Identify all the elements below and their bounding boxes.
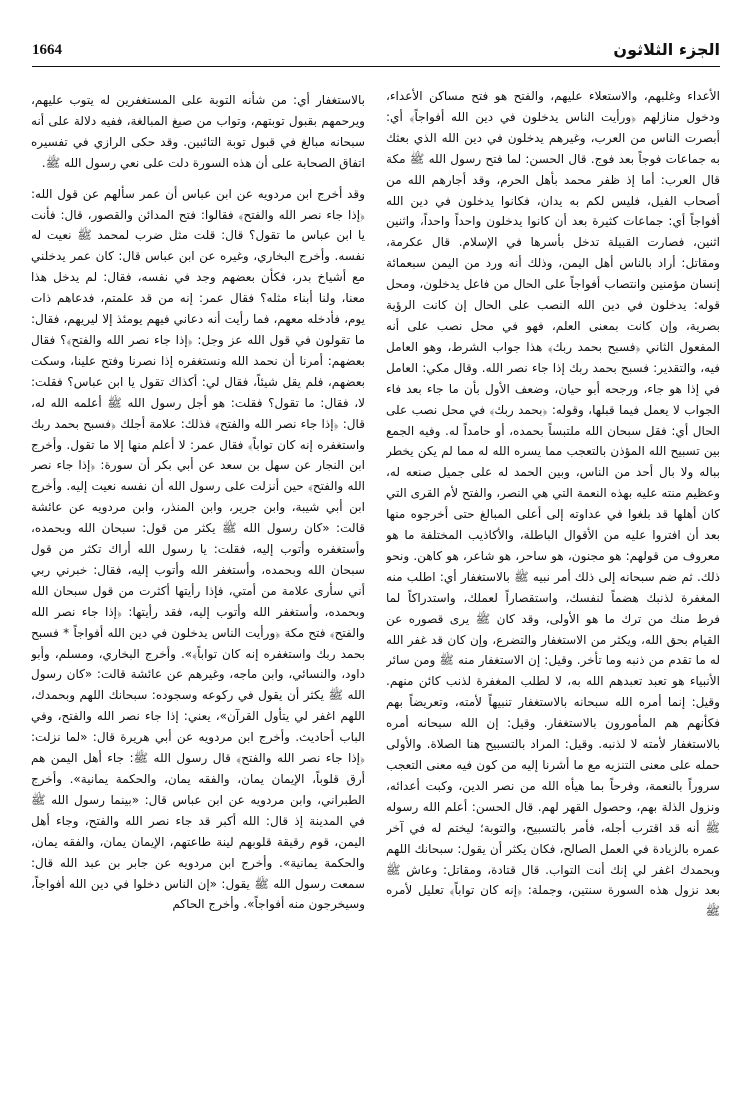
right-column xyxy=(386,86,720,1096)
running-title: الجزء الثلاثون xyxy=(613,40,720,59)
paragraph: بالاستغفار أي: من شأنه التوبة على المستغفرين له يتوب عليهم، ويرحمهم بقبول توبتهم، وتواب من صيغ المبالغة، ففيه دلالة على أنه سبحانه مبالغ في قبول توبة التائبين. وقد حكى الرازي في تفسيره اتفاق الصحابة على أن هذه السورة دلت على نعي رسول الله ﷺ. xyxy=(31,93,365,170)
page-number: 1664 xyxy=(32,42,62,58)
paragraph: وقد أخرج ابن مردويه عن ابن عباس أن عمر سألهم عن قول الله: ﴿إذا جاء نصر الله والفتح﴾ فقالوا: فتح المدائن والقصور، قال: فأنت يا ابن عباس ما تقول؟ قال: قلت مثل ضرب لمحمد ﷺ نعيت له نفسه. وأخرج البخاري، وغيره عن ابن عباس قال: كان عمر يدخلني مع أشياخ بدر، فكأن بعضهم وجد في نفسه، فقال: لم يدخل هذا معنا، ولنا أبناء مثله؟ فقال عمر: إنه من قد علمتم، فدعاهم ذات يوم، فأدخله معهم، فما رأيت أنه دعاني فيهم يومئذ إلا ليريهم، فقال: ما تقولون في قول الله عز وجل: ﴿إذا جاء نصر الله والفتح﴾؟ فقال بعضهم: أمرنا أن نحمد الله ونستغفره إذا نصرنا وفتح علينا، وسكت بعضهم، فلم يقل شيئاً، فقال لي: أكذاك تقول يا ابن عباس؟ فقلت: لا، فقال: ما تقول؟ فقلت: هو أجل رسول الله ﷺ أعلمه الله له، قال: ﴿إذا جاء نصر الله والفتح﴾ فذلك: علامة أجلك ﴿فسبح بحمد ربك واستغفره إنه كان تواباً﴾ فقال عمر: لا أعلم منها إلا ما تقول. وأخرج ابن النجار عن سهل بن سعد عن أبي بكر أن سورة: ﴿إذا جاء نصر الله والفتح﴾ حين أنزلت على رسول الله أن نفسه نعيت إليه. وأخرج ابن أبي شيبة، وابن جرير، وابن المنذر، وابن مردويه عن عائشة قالت: «كان رسول الله ﷺ يكثر من قول: سبحان الله وبحمده، وأستغفره وأتوب إليه، فقلت: يا رسول الله أراك تكثر من قول سبحان الله وبحمده، وأستغفر الله وأتوب إليه، فقال: خبرني ربي أني سأرى علامة من أمتي، فإذا رأيتها أكثرت من قول سبحان الله وبحمده، وأستغفر الله وأتوب إليه، فقد رأيتها: ﴿إذا جاء نصر الله والفتح﴾ فتح مكة ﴿ورأيت الناس يدخلون في دين الله أفواجاً * فسبح بحمد ربك واستغفره إنه كان تواباً﴾». وأخرج البخاري، ومسلم، وأبو داود، والنسائي، وابن ماجه، وغيرهم عن عائشة قالت: «كان رسول الله ﷺ يكثر أن يقول في ركوعه وسجوده: سبحانك اللهم وبحمدك، اللهم اغفر لي يتأول القرآن»، يعني: إذا جاء نصر الله والفتح، وفي الباب أحاديث. وأخرج ابن مردويه عن أبي هريرة قال: «لما نزلت: ﴿إذا جاء نصر الله والفتح﴾ قال رسول الله ﷺ: جاء أهل اليمن هم أرق قلوباً، الإيمان يمان، والفقه يمان، والحكمة يمانية». وأخرج الطبراني، وابن مردويه عن ابن عباس قال: «بينما رسول الله ﷺ في المدينة إذ قال: الله أكبر قد جاء نصر الله والفتح، وجاء أهل اليمن، قوم رقيقة قلوبهم لينة طاعتهم، الإيمان يمان، والفقه يمان، والحكمة يمانية». وأخرج ابن مردويه عن جابر بن عبد الله قال: سمعت رسول الله ﷺ يقول: «إن الناس دخلوا في دين الله أفواجاً، وسيخرجون منه أفواجاً». وأخرج الحاكم xyxy=(31,186,365,912)
left-column xyxy=(31,90,365,1100)
paragraph: الأعداء وغلبهم، والاستعلاء عليهم، والفتح هو فتح مساكن الأعداء، ودخول منازلهم ﴿ورأيت الناس يدخلون في دين الله أفواجاً﴾ أي: أبصرت الناس من العرب، وغيرهم يدخلون في دين الله الذي بعثك به جماعات فوجاً بعد فوج. قال الحسن: لما فتح رسول الله ﷺ مكة قال العرب: أما إذ ظفر محمد بأهل الحرم، وقد أجارهم الله من أصحاب الفيل، فليس لكم به يدان، فكانوا يدخلون في دين الله أفواجاً أي: جماعات كثيرة بعد أن كانوا يدخلون واحداً واحداً، واثنين اثنين، فصارت القبيلة تدخل بأسرها في الإسلام. قال عكرمة، ومقاتل: أراد بالناس أهل اليمن، وذلك أنه ورد من اليمن سبعمائة إنسان مؤمنين وانتصاب أفواجاً على الحال من فاعل يدخلون، ومحل قوله: يدخلون في دين الله النصب على الحال إن كانت الرؤية بصرية، وإن كانت بمعنى العلم، فهو في محل نصب على أنه المفعول الثاني ﴿فسبح بحمد ربك﴾ هذا جواب الشرط، وهو العامل فيه، والتقدير: فسبح بحمد ربك إذا جاء نصر الله. وقال مكي: العامل في إذا هو جاء، ورجحه أبو حيان، وضعف الأول بأن ما جاء بعد فاء الجواب لا يعمل فيما قبلها، وقوله: ﴿بحمد ربك﴾ في محل نصب على الحال أي: فقل سبحان الله ملتبساً بحمده، أو حامداً له. وفيه الجمع بين تسبيح الله المؤذن بالتعجب مما يسره الله له مما لم يكن يخطر بباله ولا بال أحد من الناس، وبين الحمد له على جميل صنعه له، وعظيم منته عليه بهذه النعمة التي هي النصر، والفتح لأم القرى التي كان أهلها قد بلغوا في عداوته إلى أعلى المبالغ حتى أخرجوه منها بعد أن افتروا عليه من الأقوال الباطلة، والأكاذيب المختلفة ما هو معروف من قولهم: هو مجنون، هو ساحر، هو شاعر، هو كاهن. ونحو ذلك. ثم ضم سبحانه إلى ذلك أمر نبيه ﷺ بالاستغفار أي: اطلب منه المغفرة لذنبك هضماً لنفسك، واستقصاراً لعملك، واستدراكاً لما فرط منك من ترك ما هو الأولى، وقد كان ﷺ يرى قصوره عن القيام بحق الله، ويكثر من الاستغفار والتضرع، وإن كان قد غفر الله له ما تقدم من ذنبه وما تأخر. وقيل: إن الاستغفار منه ﷺ ومن سائر الأنبياء هو تعبد تعبدهم الله به، لا لطلب المغفرة لذنب كائن منهم. وقيل: إنما أمره الله سبحانه بالاستغفار تنبيهاً لأمته، وتعريضاً بهم فكأنهم هم المأمورون بالاستغفار. وقيل: إن الله سبحانه أمره بالاستغفار لأمته لا لذنبه. وقيل: المراد بالتسبيح هنا الصلاة. والأولى حمله على معنى التنزيه مع ما أشرنا إليه من كون فيه معنى التعجب سروراً بالنعمة، وفرحاً بما هيأه الله من نصر الدين، وكبت أعدائه، ونزول الذلة بهم، وحصول القهر لهم. قال الحسن: أعلم الله رسوله ﷺ أنه قد اقترب أجله، فأمر بالتسبيح، والتوبة؛ ليختم له في آخر عمره بالزيادة في العمل الصالح، فكان يكثر أن يقول: سبحانك اللهم وبحمدك اغفر لي إنك أنت التواب. قال قتادة، ومقاتل: وعاش ﷺ بعد نزول هذه السورة سنتين، وجملة: ﴿إنه كان تواباً﴾ تعليل لأمره ﷺ xyxy=(386,89,720,919)
page-header xyxy=(32,40,720,67)
